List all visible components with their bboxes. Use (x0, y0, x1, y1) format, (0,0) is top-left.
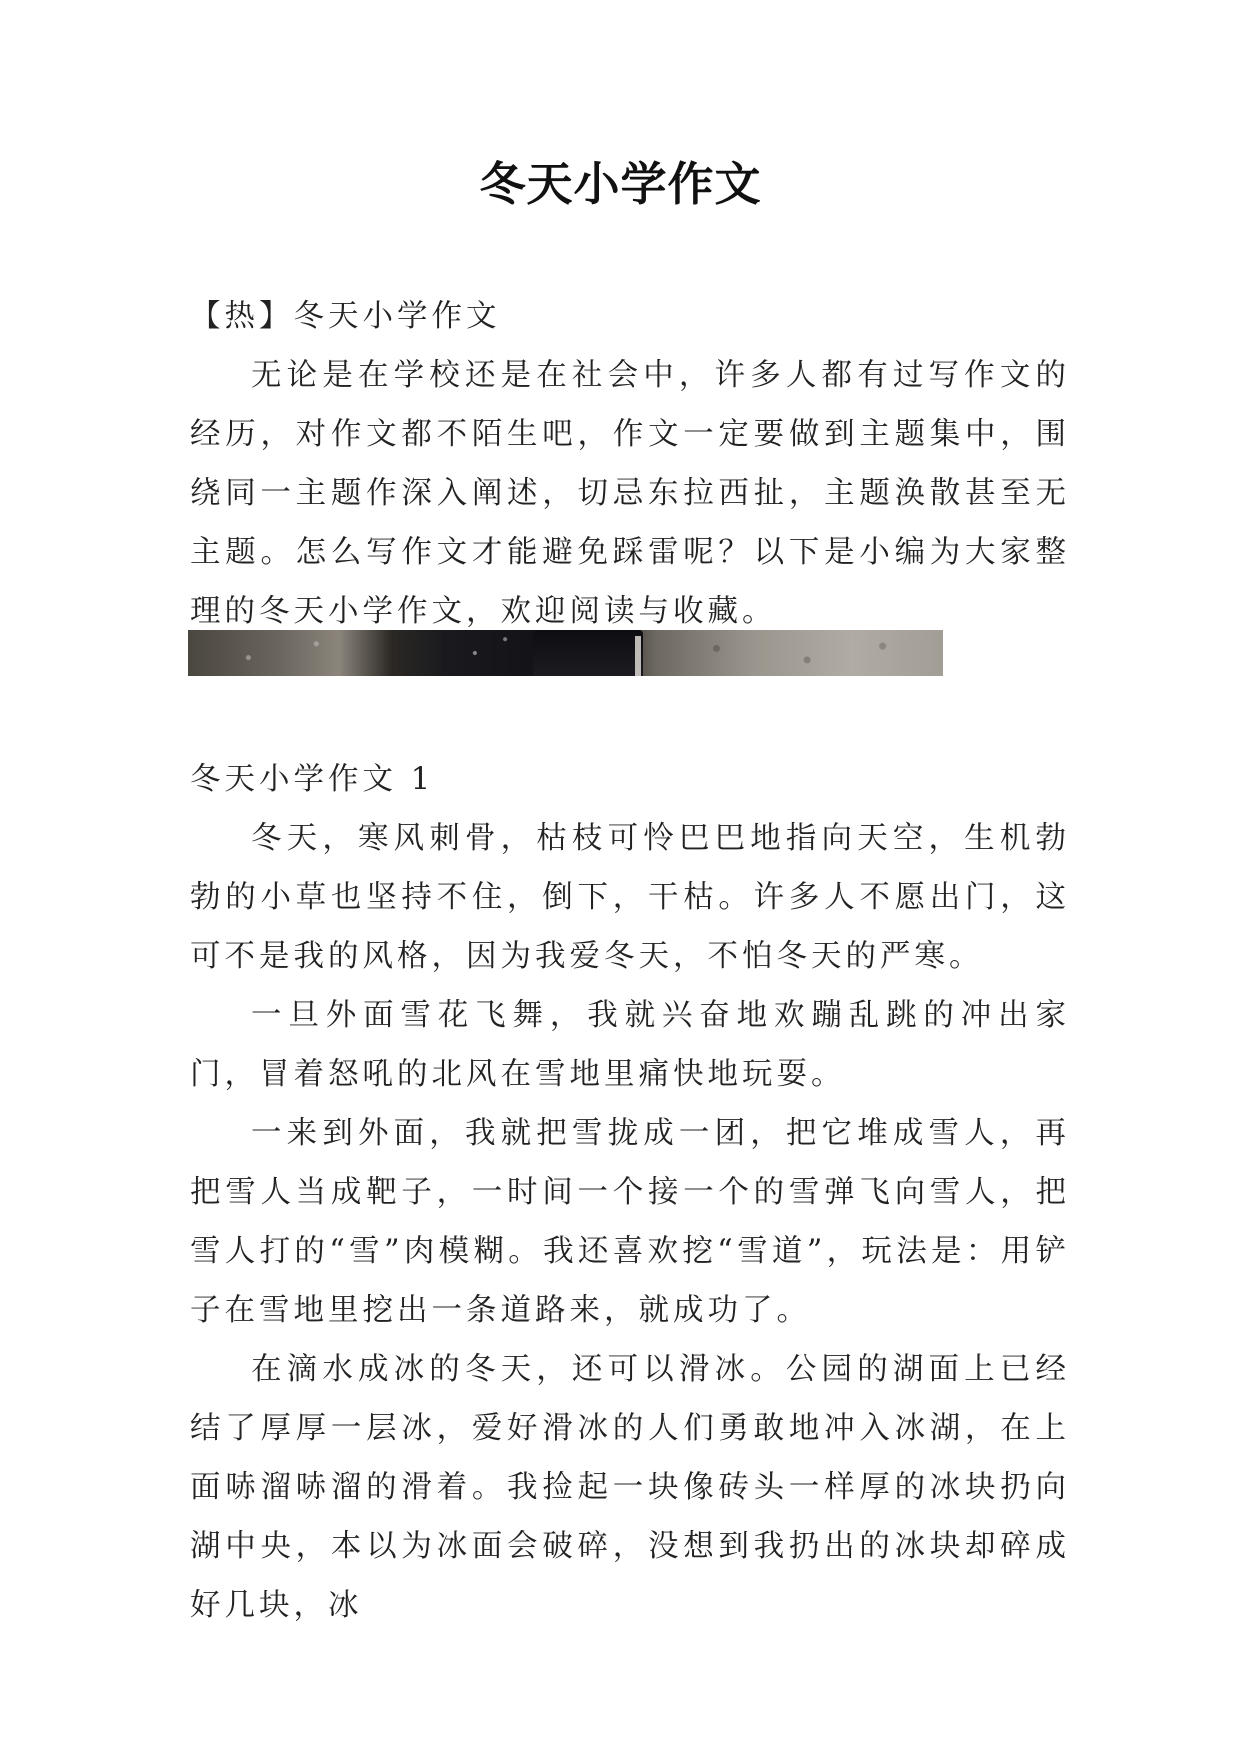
winter-photo (188, 630, 943, 676)
essay-section-1 (190, 750, 1070, 1635)
essay-paragraph: 一旦外面雪花飞舞，我就兴奋地欢蹦乱跳的冲出家门，冒着怒吼的北风在雪地里痛快地玩耍。 (190, 998, 1070, 1092)
photo-highlight (635, 636, 641, 676)
intro-paragraph: 无论是在学校还是在社会中，许多人都有过写作文的经历，对作文都不陌生吧，作文一定要做到主题集中，围绕同一主题作深入阐述，切忌东拉西扯，主题涣散甚至无主题。怎么写作文才能避免踩雷呢？以下是小编为大家整理的冬天小学作文，欢迎阅读与收藏。 (190, 358, 1070, 629)
essay-paragraph: 一来到外面，我就把雪拢成一团，把它堆成雪人，再把雪人当成靶子，一时间一个接一个的雪弹飞向雪人，把雪人打的“雪”肉模糊。我还喜欢挖“雪道”，玩法是：用铲子在雪地里挖出一条道路来，就成功了。 (190, 1116, 1070, 1328)
document-title: 冬天小学作文 (479, 157, 762, 211)
section-heading: 冬天小学作文 1 (190, 762, 435, 797)
essay-paragraph: 冬天，寒风刺骨，枯枝可怜巴巴地指向天空，生机勃勃的小草也坚持不住，倒下，干枯。许多人不愿出门，这可不是我的风格，因为我爱冬天，不怕冬天的严寒。 (190, 821, 1070, 974)
person-silhouette (533, 630, 643, 676)
essay-paragraph: 在滴水成冰的冬天，还可以滑冰。公园的湖面上已经结了厚厚一层冰，爱好滑冰的人们勇敢地冲入冰湖，在上面哧溜哧溜的滑着。我捡起一块像砖头一样厚的冰块扔向湖中央，本以为冰面会破碎，没想到我扔出的冰块却碎成好几块，冰 (190, 1352, 1070, 1623)
intro-block (190, 287, 1070, 641)
document-subtitle: 【热】冬天小学作文 (190, 299, 501, 334)
